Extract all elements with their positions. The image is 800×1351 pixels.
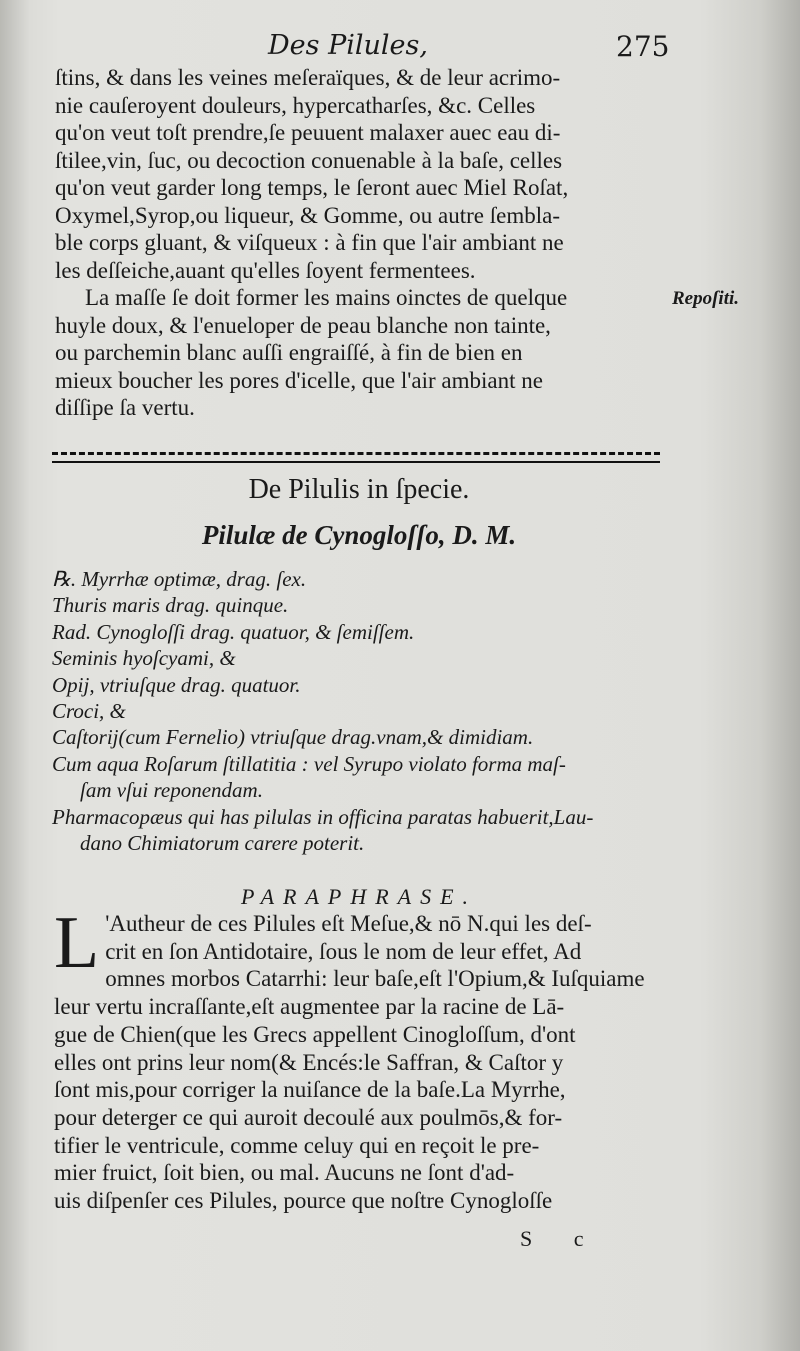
text-line: qu'on veut garder long temps, le ſeront auec Miel Roſat, [55, 175, 569, 200]
section-title: De Pilulis in ſpecie. [248, 474, 470, 505]
paraphrase-text [54, 902, 664, 1215]
drop-cap: L [54, 902, 100, 984]
recipe-line: Thuris maris drag. quinque. [52, 593, 289, 618]
recipe-line: Opij, vtriuſque drag. quatuor. [52, 672, 301, 697]
text-line: ble corps gluant, & viſqueux : à fin que l'air ambiant ne [55, 230, 564, 255]
running-title: Des Pilules, [268, 30, 428, 61]
text-line: omnes morbos Catarrhi: leur baſe,eſt l'Opium,& Iuſquiame [105, 966, 645, 992]
paragraph-1 [55, 64, 665, 284]
text-line: qu'on veut toſt prendre,ſe peuuent malaxer auec eau di- [55, 120, 561, 145]
text-line: pour deterger ce qui auroit decoulé aux poulmōs,& for- [54, 1104, 563, 1130]
recipe-title: Pilulæ de Cynogloſſo, D. M. [201, 520, 517, 550]
text-line: tifier le ventricule, comme celuy qui en reçoit le pre- [54, 1132, 540, 1158]
recipe-line: Pharmacopæus qui has pilulas in officina paratas habuerit,Lau- [52, 804, 594, 829]
recipe-line: ſam vſui reponendam. [80, 778, 263, 803]
margin-note: Repoſiti. [672, 288, 740, 309]
text-line: ſtins, & dans les veines meſeraïques, & de leur acrimo- [55, 65, 561, 90]
text-line: crit en ſon Antidotaire, ſous le nom de leur effet, Ad [105, 938, 582, 964]
text-line: elles ont prins leur nom(& Encés:le Saffran, & Caſtor y [54, 1049, 564, 1075]
text-line: mieux boucher les pores d'icelle, que l'air ambiant ne [55, 367, 543, 393]
page-number: 275 [616, 30, 670, 63]
recipe-line: Rad. Cynogloſſi drag. quatuor, & ſemiſſem. [52, 619, 415, 644]
recipe-line: Cum aqua Roſarum ſtillatitia : vel Syrupo violato forma maſ- [52, 751, 566, 776]
section-divider [52, 452, 660, 463]
text-line: mier fruict, ſoit bien, ou mal. Aucuns ne ſont d'ad- [54, 1160, 515, 1186]
recipe-list [52, 566, 672, 856]
recipe-line: Caſtorij(cum Fernelio) vtriuſque drag.vnam,& dimidiam. [52, 725, 534, 750]
text-line: ou parchemin blanc auſſi engraiſſé, à fin de bien en [55, 340, 523, 365]
recipe-line: Croci, & [52, 699, 126, 724]
text-line: leur vertu incraſſante,eſt augmentee par la racine de Lā- [54, 994, 565, 1020]
text-line: Oxymel,Syrop,ou liqueur, & Gomme, ou autre ſembla- [55, 202, 560, 228]
text-line: La maſſe ſe doit former les mains oinctes de quelque [85, 285, 568, 310]
text-line: uis diſpenſer ces Pilules, pource que noſtre Cynogloſſe [54, 1188, 553, 1214]
paraphrase-paragraph [54, 902, 664, 1215]
text-line: gue de Chien(que les Grecs appellent Cinogloſſum, d'ont [54, 1021, 576, 1047]
paragraph-2 [55, 284, 665, 422]
text-line: diſſipe ſa vertu. [55, 395, 195, 420]
signature-mark: S c [520, 1226, 602, 1251]
text-line: huyle doux, & l'enueloper de peau blanche non tainte, [55, 312, 551, 338]
text-line: 'Autheur de ces Pilules eſt Meſue,& nō N.qui les deſ- [105, 911, 592, 936]
text-line: les deſſeiche,auant qu'elles ſoyent fermentees. [55, 257, 476, 283]
recipe-line: dano Chimiatorum carere poterit. [80, 831, 365, 856]
body-text [55, 64, 665, 422]
text-line: ſont mis,pour corriger la nuiſance de la baſe.La Myrrhe, [54, 1077, 566, 1103]
paraphrase-heading: PARAPHRASE. [240, 884, 478, 909]
text-line: nie cauſeroyent douleurs, hypercatharſes, &c. Celles [55, 92, 536, 118]
recipe-line: Seminis hyoſcyami, & [52, 646, 236, 671]
text-line: ſtilee,vin, ſuc, ou decoction conuenable à la baſe, celles [55, 147, 563, 173]
recipe-line: ℞. Myrrhæ optimæ, drag. ſex. [52, 567, 307, 591]
